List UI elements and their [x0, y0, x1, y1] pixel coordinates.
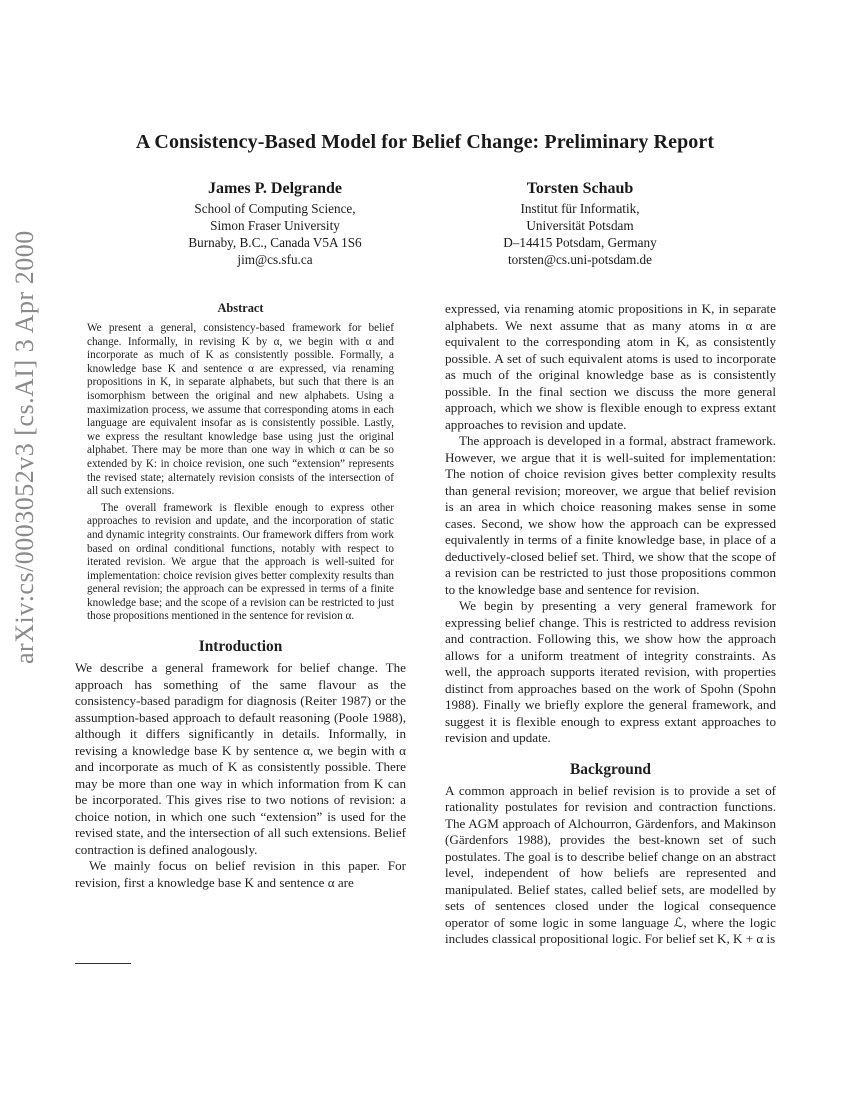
author-affiliation: Institut für Informatik, — [520, 201, 640, 216]
background-paragraph: A common approach in belief revision is to provide a set of rationality postulates for revision and contraction functions. The AGM approach of Alchourron, Gärdenfors, and Makinson (Gärdenfors 1988), provides the best-known set of such postulates. The goal is to describe belief change on an abstract level, independent of how beliefs are represented and manipulated. Belief states, called belief sets, are modelled by sets of sentences closed under the logical consequence operator of some logic in some language ℒ, where the logic includes classical propositional logic. For belief set K, K + α is — [445, 782, 776, 946]
introduction-paragraph: We mainly focus on belief revision in this paper. For revision, first a knowledge base K and sentence α are — [75, 858, 406, 890]
author-address: D–14415 Potsdam, Germany — [503, 235, 657, 250]
footnote-divider — [75, 963, 131, 964]
author-address: Burnaby, B.C., Canada V5A 1S6 — [188, 235, 362, 250]
author-affiliation: Universität Potsdam — [526, 218, 634, 233]
body-paragraph: We begin by presenting a very general framework for expressing belief change. This is restricted to address revision and contraction. Following this, we show how the approach allows for a uniform treatment of integrity constraints. As well, the approach supports iterated revision, with properties distinct from approaches based on the work of Spohn (Spohn 1988). Finally we briefly explore the general framework, and suggest it is flexible enough to express extant approaches to revision and update. — [445, 598, 776, 745]
background-heading: Background — [570, 760, 651, 778]
abstract-paragraph: We present a general, consistency-based framework for belief change. Informally, in revising K by α, we begin with α and incorporate as much of K as consistently possible. Formally, a knowledge base K and sentence α are expressed, via renaming propositions in K, in separate alphabets, but such that there is an isomorphism between the original and new alphabets. Using a maximization process, we assume that corresponding atoms in each language are equivalent insofar as is consistently possible. Lastly, we express the resultant knowledge base using just the original alphabet. There may be more than one way in which α can be so extended by K: in choice revision, one such “extension” represents the revised state; alternately revision consists of the intersection of all such extensions. — [87, 322, 394, 498]
author-affiliation: Simon Fraser University — [210, 218, 340, 233]
paper-title: A Consistency-Based Model for Belief Change: Preliminary Report — [135, 131, 715, 153]
right-column — [445, 301, 776, 948]
author-affiliation: School of Computing Science, — [194, 201, 356, 216]
body-paragraph: The approach is developed in a formal, abstract framework. However, we argue that it is well-suited for implementation: The notion of choice revision gives better complexity results than general revision; moreover, we argue that belief revision is an area in which choice reasoning makes sense in some cases. Second, we show how the approach can be expressed equivalently in terms of a finite knowledge base, in place of a deductively-closed belief set. Third, we show that the scope of a revision can be restricted to just those propositions common to the knowledge base and sentence for revision. — [445, 433, 776, 597]
author-name: Torsten Schaub — [526, 180, 634, 197]
abstract-heading: Abstract — [217, 301, 264, 315]
left-column — [75, 301, 406, 891]
body-paragraph: expressed, via renaming atomic propositions in K, in separate alphabets. We next assume that as many atoms in α are equivalent to the corresponding atom in K, as consistently possible. A set of such equivalent atoms is used to incorporate as much of the original knowledge base as is consistently possible. In the final section we discuss the more general approach, which we show is flexible enough to express extant approaches to revision and update. — [445, 301, 776, 432]
author-block-1 — [150, 178, 400, 268]
arxiv-identifier: arXiv:cs/0003052v3 [cs.AI] 3 Apr 2000 — [10, 230, 39, 664]
author-block-2 — [455, 178, 705, 268]
abstract-paragraph: The overall framework is flexible enough to express other approaches to revision and update, and the incorporation of static and dynamic integrity constraints. Our framework differs from work based on ordinal conditional functions, notably with respect to iterated revision. We argue that the approach is well-suited for implementation: choice revision gives better complexity results than general revision; the approach can be expressed in terms of a finite knowledge base; and the scope of a revision can be restricted to just those propositions mentioned in the sentence for revision α. — [87, 501, 394, 623]
introduction-heading: Introduction — [198, 638, 283, 656]
author-name: James P. Delgrande — [207, 180, 343, 197]
author-email: torsten@cs.uni-potsdam.de — [508, 252, 652, 267]
introduction-paragraph: We describe a general framework for belief change. The approach has something of the same flavour as the consistency-based paradigm for diagnosis (Reiter 1987) or the assumption-based approach to default reasoning (Poole 1988), although it differs significantly in details. Informally, in revising a knowledge base K by sentence α, we begin with α and incorporate as much of K as consistently possible. There may be more than one way in which information from K can be incorporated. This gives rise to two notions of revision: a choice notion, in which one such “extension” is used for the revised state, and the intersection of all such extensions. Belief contraction is defined analogously. — [75, 660, 406, 857]
author-email: jim@cs.sfu.ca — [237, 252, 313, 267]
